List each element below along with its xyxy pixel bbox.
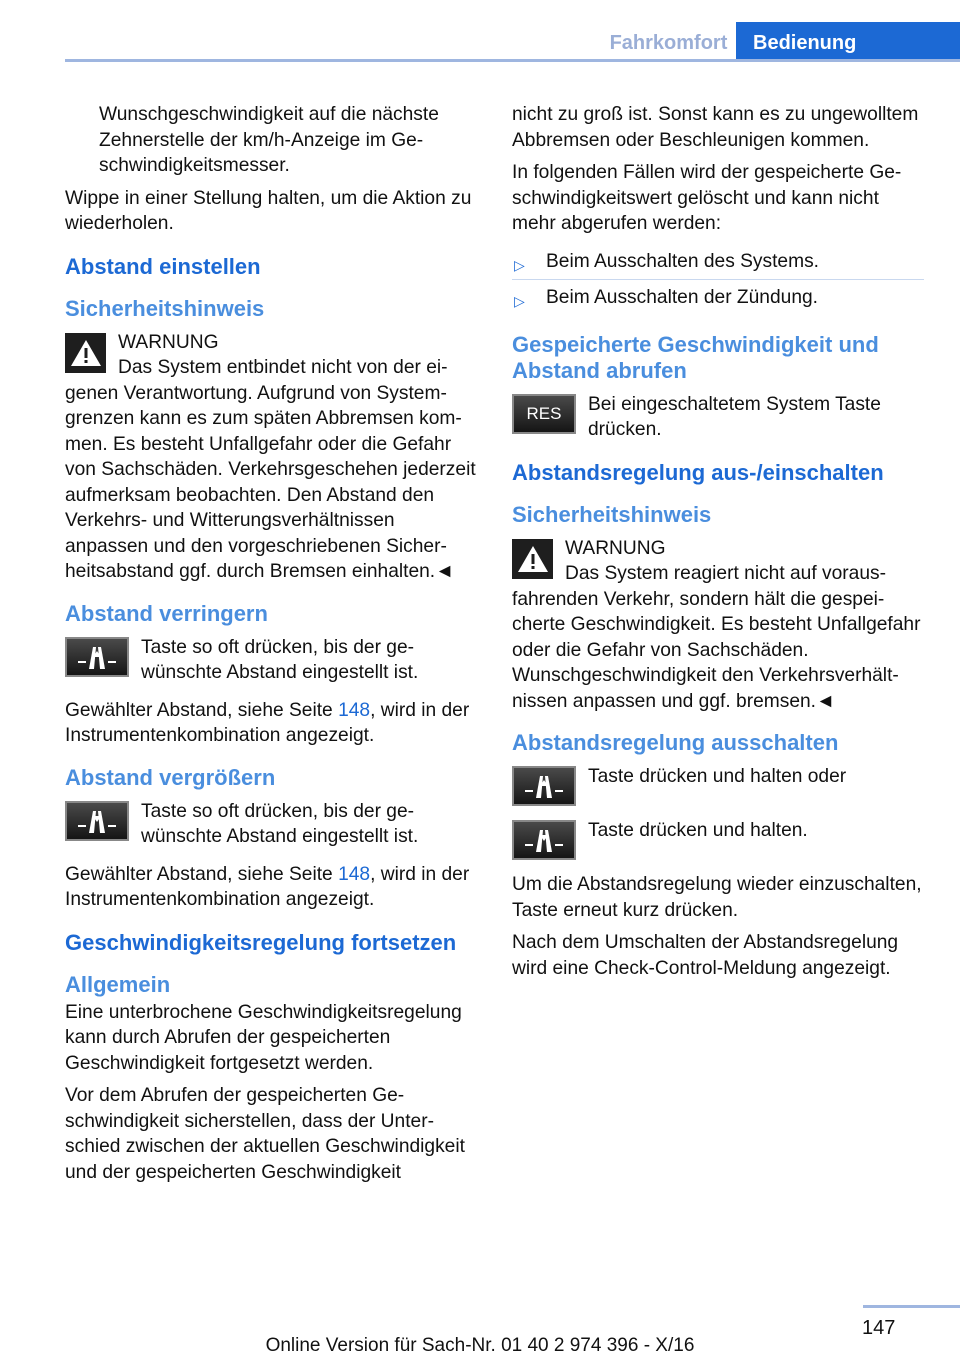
distance-button-icon <box>512 820 576 860</box>
ausschalten-text-1: Taste drücken und halten oder <box>588 766 847 787</box>
warning-block <box>65 330 477 585</box>
chapter-tab[interactable]: Bedienung <box>736 22 960 62</box>
vergroessern-text: Taste so oft drücken, bis der gewünschte Abstand eingestellt ist. <box>141 800 419 847</box>
heading-abstand-verringern: Abstand verringern <box>65 600 268 626</box>
bullet-list <box>512 244 924 316</box>
heading-abstand-einstellen: Abstand einstellen <box>65 253 261 279</box>
allgemein-paragraph-1: Eine unterbrochene Geschwindigkeitsregelung kann durch Abrufen der gespeicherten Geschwindigkeit fortgesetzt werden. <box>65 1001 462 1074</box>
warning-text: Das System reagiert nicht auf vorausfahrenden Verkehr, sondern hält die gespeicherte Geschwindigkeit. Es besteht Unfallgefahr oder die Gefahr von Sachschäden. Wunschgeschwindigkeit den Verkehrsverhältnissen anpassen und ggf. bremsen.◄ <box>512 563 921 712</box>
right-column <box>512 102 924 988</box>
note-text: , wird in der Instrumentenkombination angezeigt. <box>65 699 470 746</box>
page-number-divider <box>863 1305 960 1308</box>
hold-instruction: Wippe in einer Stellung halten, um die Aktion zu wiederholen. <box>65 187 472 234</box>
ausschalten-text-2: Taste drücken und halten. <box>588 820 808 841</box>
heading-ausschalten: Abstandsregelung ausschalten <box>512 730 839 755</box>
ausschalten-row-2 <box>512 818 924 860</box>
page-header <box>65 22 960 62</box>
warning-triangle-icon <box>65 333 106 373</box>
abrufen-row <box>512 392 924 443</box>
page-link-148[interactable]: 148 <box>338 699 371 721</box>
warning-label: WARNUNG <box>118 331 219 353</box>
warning-text: Das System entbindet nicht von der eigenen Verantwortung. Aufgrund von Systemgrenzen kann es zum späten Abbremsen kommen. Es besteht Unfallgefahr oder die Gefahr von Sachschäden. Verkehrsgeschehen jederzeit aufmerksam beobachten. Den Abstand den Verkehrs- und Witterungsverhältnissen anpassen und den vorgeschriebenen Sicherheitsabstand ggf. durch Bremsen einhalten.◄ <box>65 357 476 582</box>
res-button: RES <box>512 394 576 434</box>
intro-continuation: Wunschgeschwindigkeit auf die nächste Zehnerstelle der km/h-Anzeige im Geschwindigkeitsmesser. <box>99 104 439 176</box>
triangle-bullet-icon: ▷ <box>514 293 525 309</box>
vergroessern-note <box>65 862 477 913</box>
umschalten-text: Nach dem Umschalten der Abstandsregelung wird eine Check-Control-Meldung angezeigt. <box>512 932 899 979</box>
verringern-note <box>65 698 477 749</box>
triangle-bullet-icon: ▷ <box>514 256 525 273</box>
list-item <box>512 280 924 316</box>
page-link-148[interactable]: 148 <box>338 863 371 885</box>
warning-block <box>512 536 924 715</box>
list-item <box>512 244 924 281</box>
verringern-text: Taste so oft drücken, bis der gewünschte Abstand eingestellt ist. <box>141 636 419 683</box>
heading-abstand-vergroessern: Abstand vergrößern <box>65 764 276 790</box>
distance-button-icon <box>65 637 129 677</box>
verringern-row <box>65 635 477 686</box>
heading-fortsetzen: Geschwindigkeitsregelung fortsetzen <box>65 929 457 955</box>
ausschalten-row-1 <box>512 764 924 806</box>
heading-aus-einschalten: Abstandsregelung aus-/einschalten <box>512 459 884 485</box>
heading-sicherheitshinweis: Sicherheitshinweis <box>65 295 265 321</box>
heading-sicherheitshinweis-right: Sicherheitshinweis <box>512 501 712 527</box>
page-number: 147 <box>862 1317 896 1339</box>
section-tab[interactable]: Fahrkomfort <box>609 32 728 54</box>
heading-abrufen: Gespeicherte Geschwindigkeit und Abstand abrufen <box>512 331 879 383</box>
note-text: , wird in der Instrumentenkombination angezeigt. <box>65 863 470 910</box>
header-divider <box>65 59 960 62</box>
note-text: Gewählter Abstand, siehe Seite <box>65 699 339 721</box>
note-text: Gewählter Abstand, siehe Seite <box>65 863 339 885</box>
footer-version: Online Version für Sach-Nr. 01 40 2 974 396 - X/16 <box>265 1335 695 1356</box>
heading-allgemein: Allgemein <box>65 971 171 997</box>
warning-triangle-icon <box>512 539 553 579</box>
abrufen-text: Bei eingeschaltetem System Taste drücken. <box>588 393 881 440</box>
allgemein-paragraph-2: Vor dem Abrufen der gespeicherten Geschwindigkeit sicherstellen, dass der Unterschied zwischen der aktuellen Geschwindigkeit und der gespeicherten Geschwindigkeit <box>65 1085 465 1183</box>
vergroessern-row <box>65 799 477 850</box>
distance-button-icon <box>65 801 129 841</box>
cases-intro: In folgenden Fällen wird der gespeicherte Geschwindigkeitswert gelöscht und kann nicht mehr abgerufen werden: <box>512 162 902 234</box>
list-item-text: Beim Ausschalten des Systems. <box>546 250 820 272</box>
distance-button-icon <box>512 766 576 806</box>
left-column <box>65 102 477 1192</box>
continued-text: nicht zu groß ist. Sonst kann es zu ungewolltem Abbremsen oder Beschleunigen kommen. <box>512 104 919 151</box>
warning-label: WARNUNG <box>565 537 666 559</box>
list-item-text: Beim Ausschalten der Zündung. <box>546 287 818 308</box>
wieder-einschalten-text: Um die Abstandsregelung wieder einzuschalten, Taste erneut kurz drücken. <box>512 874 922 921</box>
